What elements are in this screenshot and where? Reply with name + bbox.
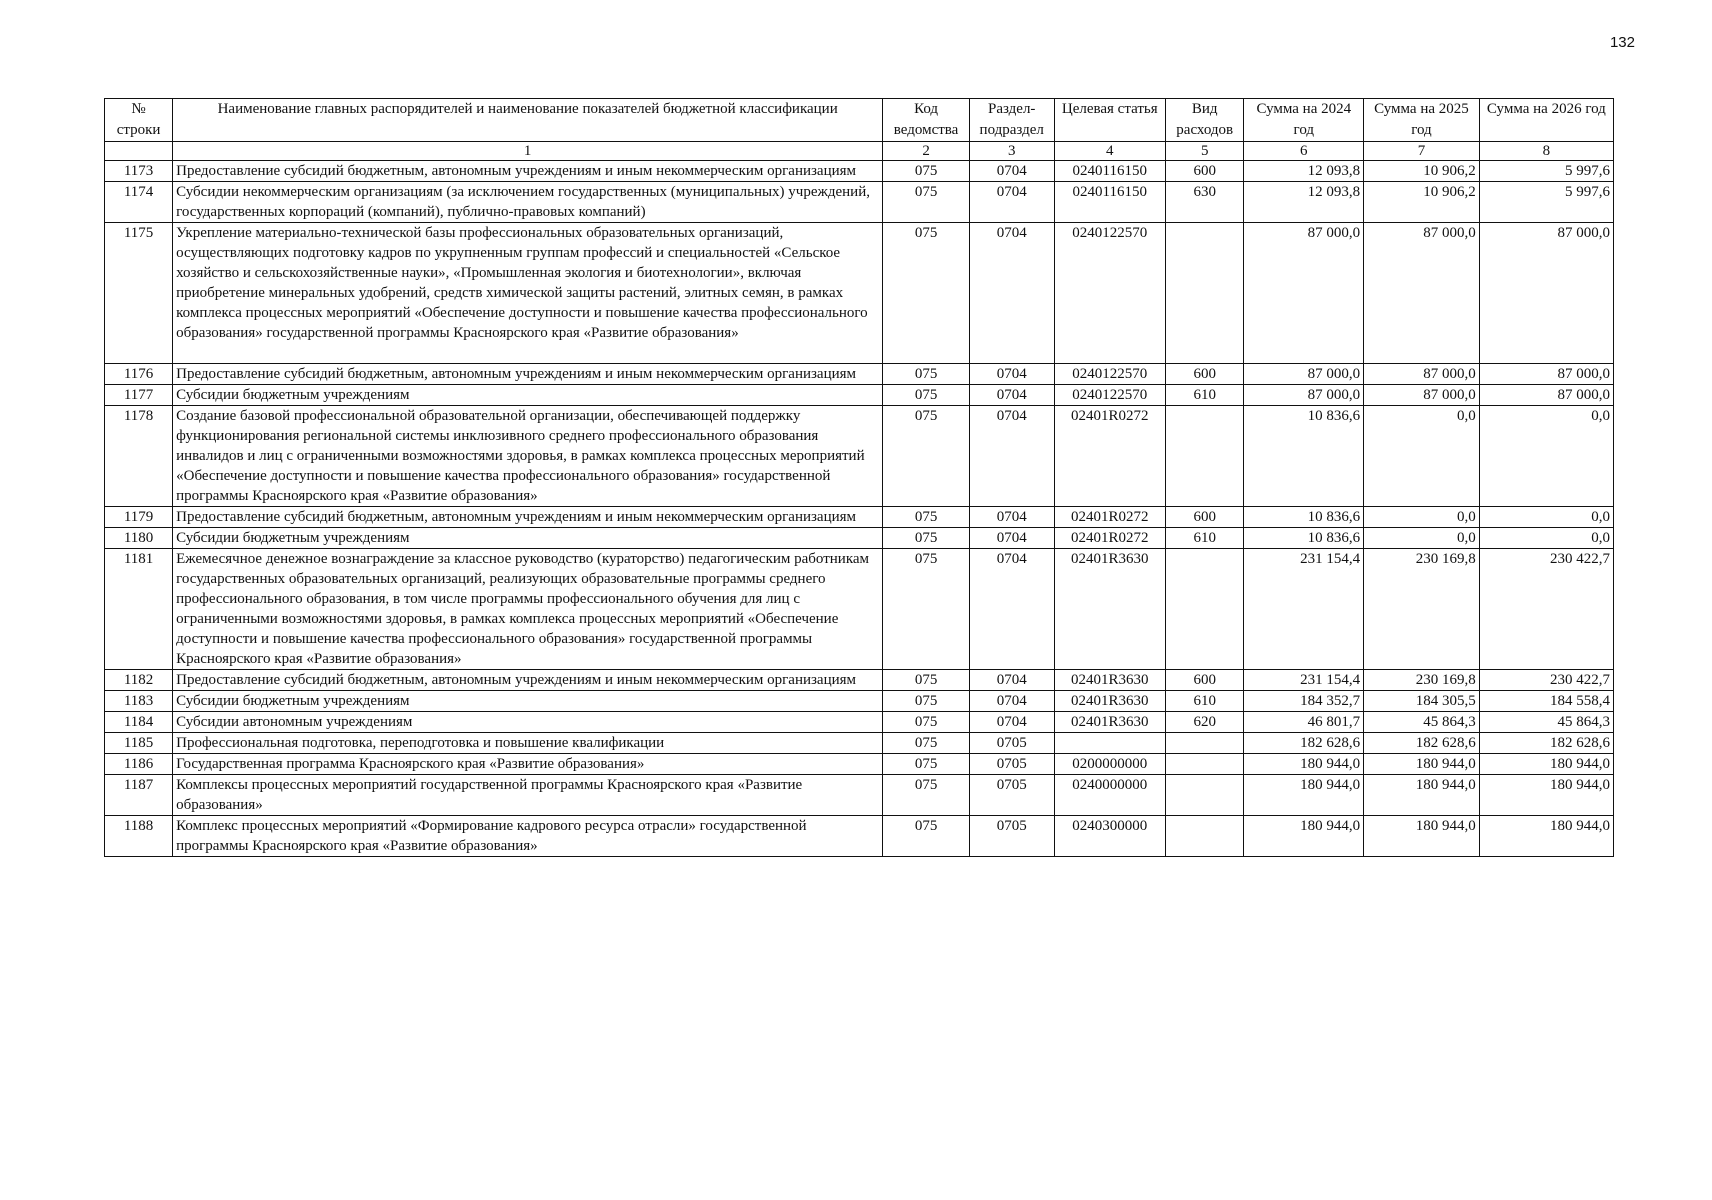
header-name: Наименование главных распорядителей и наименование показателей бюджетной классификации xyxy=(173,99,883,142)
row-expense-type: 600 xyxy=(1166,670,1244,691)
row-expense-type: 600 xyxy=(1166,364,1244,385)
table-header xyxy=(105,99,1614,161)
row-department-code: 075 xyxy=(883,712,970,733)
row-name: Субсидии автономным учреждениям xyxy=(173,712,883,733)
row-expense-type: 620 xyxy=(1166,712,1244,733)
row-name: Предоставление субсидий бюджетным, автономным учреждениям и иным некоммерческим организациям xyxy=(173,364,883,385)
row-department-code: 075 xyxy=(883,528,970,549)
row-sum-2025: 10 906,2 xyxy=(1364,161,1480,182)
row-sum-2024: 180 944,0 xyxy=(1244,754,1364,775)
row-sum-2024: 10 836,6 xyxy=(1244,528,1364,549)
row-expense-type xyxy=(1166,775,1244,816)
table-row xyxy=(105,182,1614,223)
row-name: Субсидии бюджетным учреждениям xyxy=(173,385,883,406)
row-target-article: 02401R3630 xyxy=(1054,549,1165,670)
row-department-code: 075 xyxy=(883,754,970,775)
row-sum-2025: 0,0 xyxy=(1364,507,1480,528)
row-target-article: 02401R0272 xyxy=(1054,406,1165,507)
table-row xyxy=(105,691,1614,712)
row-expense-type xyxy=(1166,733,1244,754)
row-expense-type: 610 xyxy=(1166,385,1244,406)
row-department-code: 075 xyxy=(883,223,970,364)
row-sum-2025: 180 944,0 xyxy=(1364,754,1480,775)
row-sum-2026: 180 944,0 xyxy=(1479,775,1613,816)
row-expense-type xyxy=(1166,816,1244,857)
row-sum-2024: 10 836,6 xyxy=(1244,507,1364,528)
header-section: Раздел-подраздел xyxy=(969,99,1054,142)
row-section: 0704 xyxy=(969,549,1054,670)
row-expense-type: 610 xyxy=(1166,691,1244,712)
row-sum-2026: 87 000,0 xyxy=(1479,223,1613,364)
row-section: 0704 xyxy=(969,385,1054,406)
row-number: 1174 xyxy=(105,182,173,223)
row-section: 0704 xyxy=(969,691,1054,712)
row-number: 1182 xyxy=(105,670,173,691)
row-section: 0705 xyxy=(969,775,1054,816)
row-sum-2026: 0,0 xyxy=(1479,528,1613,549)
table-row xyxy=(105,775,1614,816)
row-sum-2026: 45 864,3 xyxy=(1479,712,1613,733)
row-number: 1187 xyxy=(105,775,173,816)
row-target-article: 0240300000 xyxy=(1054,816,1165,857)
row-sum-2025: 180 944,0 xyxy=(1364,816,1480,857)
row-section: 0704 xyxy=(969,161,1054,182)
row-sum-2025: 87 000,0 xyxy=(1364,385,1480,406)
row-sum-2025: 87 000,0 xyxy=(1364,223,1480,364)
budget-table xyxy=(104,98,1614,857)
row-section: 0704 xyxy=(969,182,1054,223)
column-number: 7 xyxy=(1364,142,1480,161)
row-name: Комплексы процессных мероприятий государственной программы Красноярского края «Развитие образования» xyxy=(173,775,883,816)
row-department-code: 075 xyxy=(883,670,970,691)
table-row xyxy=(105,385,1614,406)
row-section: 0704 xyxy=(969,223,1054,364)
row-department-code: 075 xyxy=(883,549,970,670)
row-name: Государственная программа Красноярского края «Развитие образования» xyxy=(173,754,883,775)
row-sum-2026: 182 628,6 xyxy=(1479,733,1613,754)
row-department-code: 075 xyxy=(883,161,970,182)
row-number: 1178 xyxy=(105,406,173,507)
row-sum-2024: 182 628,6 xyxy=(1244,733,1364,754)
row-name: Предоставление субсидий бюджетным, автономным учреждениям и иным некоммерческим организациям xyxy=(173,507,883,528)
row-target-article: 0240122570 xyxy=(1054,364,1165,385)
row-sum-2024: 231 154,4 xyxy=(1244,670,1364,691)
row-section: 0705 xyxy=(969,816,1054,857)
row-department-code: 075 xyxy=(883,775,970,816)
row-target-article: 0240116150 xyxy=(1054,161,1165,182)
column-numbers-row xyxy=(105,142,1614,161)
row-sum-2026: 5 997,6 xyxy=(1479,182,1613,223)
header-row-number: № строки xyxy=(105,99,173,142)
table-row xyxy=(105,161,1614,182)
row-sum-2025: 182 628,6 xyxy=(1364,733,1480,754)
row-section: 0704 xyxy=(969,507,1054,528)
row-sum-2024: 231 154,4 xyxy=(1244,549,1364,670)
column-number: 6 xyxy=(1244,142,1364,161)
row-number: 1175 xyxy=(105,223,173,364)
row-expense-type: 600 xyxy=(1166,161,1244,182)
row-sum-2024: 180 944,0 xyxy=(1244,816,1364,857)
row-target-article: 0240116150 xyxy=(1054,182,1165,223)
row-target-article: 0240000000 xyxy=(1054,775,1165,816)
row-sum-2025: 230 169,8 xyxy=(1364,670,1480,691)
column-number: 5 xyxy=(1166,142,1244,161)
row-name: Укрепление материально-технической базы профессиональных образовательных организаций, осуществляющих подготовку кадров по укрупненным группам профессий и специальностей «Сельское хозяйство и сельскохозяйственные науки», «Промышленная экология и биотехнологии», включая приобретение минеральных удобрений, средств химической защиты растений, элитных семян, в рамках комплекса процессных мероприятий «Обеспечение доступности и повышение качества профессионального образования» государственной программы Красноярского края «Развитие образования» xyxy=(173,223,883,364)
header-sum-2024: Сумма на 2024 год xyxy=(1244,99,1364,142)
row-expense-type xyxy=(1166,223,1244,364)
row-target-article: 0240122570 xyxy=(1054,385,1165,406)
row-expense-type xyxy=(1166,406,1244,507)
table-row xyxy=(105,364,1614,385)
row-sum-2024: 12 093,8 xyxy=(1244,182,1364,223)
header-target-article: Целевая статья xyxy=(1054,99,1165,142)
table-row xyxy=(105,754,1614,775)
row-sum-2024: 87 000,0 xyxy=(1244,364,1364,385)
row-sum-2026: 180 944,0 xyxy=(1479,754,1613,775)
table-row xyxy=(105,670,1614,691)
row-sum-2026: 0,0 xyxy=(1479,507,1613,528)
row-number: 1177 xyxy=(105,385,173,406)
row-name: Создание базовой профессиональной образовательной организации, обеспечивающей поддержку функционирования региональной системы инклюзивного среднего профессионального образования инвалидов и лиц с ограниченными возможностями здоровья, в рамках комплекса процессных мероприятий «Обеспечение доступности и повышение качества профессионального образования» государственной программы Красноярского края «Развитие образования» xyxy=(173,406,883,507)
row-sum-2024: 87 000,0 xyxy=(1244,385,1364,406)
row-sum-2026: 87 000,0 xyxy=(1479,364,1613,385)
row-section: 0705 xyxy=(969,733,1054,754)
row-sum-2024: 87 000,0 xyxy=(1244,223,1364,364)
row-target-article: 02401R0272 xyxy=(1054,528,1165,549)
column-number xyxy=(105,142,173,161)
row-target-article: 02401R0272 xyxy=(1054,507,1165,528)
row-sum-2026: 87 000,0 xyxy=(1479,385,1613,406)
row-expense-type: 600 xyxy=(1166,507,1244,528)
row-sum-2025: 45 864,3 xyxy=(1364,712,1480,733)
row-department-code: 075 xyxy=(883,385,970,406)
row-name: Субсидии некоммерческим организациям (за исключением государственных (муниципальных) учреждений, государственных корпораций (компаний), публично-правовых компаний) xyxy=(173,182,883,223)
row-sum-2026: 0,0 xyxy=(1479,406,1613,507)
row-sum-2025: 87 000,0 xyxy=(1364,364,1480,385)
table-row xyxy=(105,816,1614,857)
row-department-code: 075 xyxy=(883,507,970,528)
row-name: Предоставление субсидий бюджетным, автономным учреждениям и иным некоммерческим организациям xyxy=(173,670,883,691)
header-sum-2026: Сумма на 2026 год xyxy=(1479,99,1613,142)
header-department-code: Код ведомства xyxy=(883,99,970,142)
row-target-article: 02401R3630 xyxy=(1054,691,1165,712)
row-name: Субсидии бюджетным учреждениям xyxy=(173,528,883,549)
row-sum-2025: 0,0 xyxy=(1364,528,1480,549)
row-number: 1186 xyxy=(105,754,173,775)
column-number: 2 xyxy=(883,142,970,161)
row-expense-type xyxy=(1166,754,1244,775)
row-number: 1188 xyxy=(105,816,173,857)
row-name: Ежемесячное денежное вознаграждение за классное руководство (кураторство) педагогическим работникам государственных образовательных организаций, реализующих образовательные программы среднего профессионального образования, в том числе программы профессионального обучения для лиц с ограниченными возможностями здоровья, в рамках комплекса процессных мероприятий «Обеспечение доступности и повышение качества профессионального образования» государственной программы Красноярского края «Развитие образования» xyxy=(173,549,883,670)
row-name: Комплекс процессных мероприятий «Формирование кадрового ресурса отрасли» государственной программы Красноярского края «Развитие образования» xyxy=(173,816,883,857)
row-section: 0705 xyxy=(969,754,1054,775)
column-number: 8 xyxy=(1479,142,1613,161)
table-row xyxy=(105,528,1614,549)
row-expense-type: 630 xyxy=(1166,182,1244,223)
row-sum-2025: 180 944,0 xyxy=(1364,775,1480,816)
row-number: 1185 xyxy=(105,733,173,754)
row-expense-type xyxy=(1166,549,1244,670)
row-sum-2026: 230 422,7 xyxy=(1479,549,1613,670)
row-department-code: 075 xyxy=(883,733,970,754)
row-expense-type: 610 xyxy=(1166,528,1244,549)
table-row xyxy=(105,223,1614,364)
row-sum-2026: 230 422,7 xyxy=(1479,670,1613,691)
row-sum-2026: 180 944,0 xyxy=(1479,816,1613,857)
table-row xyxy=(105,507,1614,528)
row-sum-2024: 180 944,0 xyxy=(1244,775,1364,816)
row-number: 1179 xyxy=(105,507,173,528)
table-row xyxy=(105,549,1614,670)
row-target-article: 0200000000 xyxy=(1054,754,1165,775)
row-sum-2025: 230 169,8 xyxy=(1364,549,1480,670)
row-target-article xyxy=(1054,733,1165,754)
row-number: 1183 xyxy=(105,691,173,712)
row-section: 0704 xyxy=(969,406,1054,507)
row-target-article: 02401R3630 xyxy=(1054,712,1165,733)
header-expense-type: Вид расходов xyxy=(1166,99,1244,142)
row-sum-2026: 5 997,6 xyxy=(1479,161,1613,182)
row-department-code: 075 xyxy=(883,364,970,385)
row-sum-2025: 10 906,2 xyxy=(1364,182,1480,223)
row-section: 0704 xyxy=(969,712,1054,733)
row-sum-2025: 184 305,5 xyxy=(1364,691,1480,712)
row-department-code: 075 xyxy=(883,691,970,712)
header-row xyxy=(105,99,1614,142)
row-name: Профессиональная подготовка, переподготовка и повышение квалификации xyxy=(173,733,883,754)
table-row xyxy=(105,712,1614,733)
row-section: 0704 xyxy=(969,528,1054,549)
row-sum-2024: 46 801,7 xyxy=(1244,712,1364,733)
row-number: 1181 xyxy=(105,549,173,670)
row-target-article: 0240122570 xyxy=(1054,223,1165,364)
row-number: 1173 xyxy=(105,161,173,182)
row-section: 0704 xyxy=(969,670,1054,691)
row-department-code: 075 xyxy=(883,406,970,507)
page-number: 132 xyxy=(1609,34,1635,51)
row-sum-2024: 10 836,6 xyxy=(1244,406,1364,507)
row-section: 0704 xyxy=(969,364,1054,385)
row-department-code: 075 xyxy=(883,816,970,857)
table-body xyxy=(105,161,1614,857)
row-name: Предоставление субсидий бюджетным, автономным учреждениям и иным некоммерческим организациям xyxy=(173,161,883,182)
row-sum-2025: 0,0 xyxy=(1364,406,1480,507)
table-row xyxy=(105,406,1614,507)
row-sum-2026: 184 558,4 xyxy=(1479,691,1613,712)
column-number: 4 xyxy=(1054,142,1165,161)
column-number: 3 xyxy=(969,142,1054,161)
row-target-article: 02401R3630 xyxy=(1054,670,1165,691)
table-row xyxy=(105,733,1614,754)
row-number: 1184 xyxy=(105,712,173,733)
row-sum-2024: 12 093,8 xyxy=(1244,161,1364,182)
row-department-code: 075 xyxy=(883,182,970,223)
row-sum-2024: 184 352,7 xyxy=(1244,691,1364,712)
row-number: 1180 xyxy=(105,528,173,549)
column-number: 1 xyxy=(173,142,883,161)
header-sum-2025: Сумма на 2025 год xyxy=(1364,99,1480,142)
row-number: 1176 xyxy=(105,364,173,385)
row-name: Субсидии бюджетным учреждениям xyxy=(173,691,883,712)
